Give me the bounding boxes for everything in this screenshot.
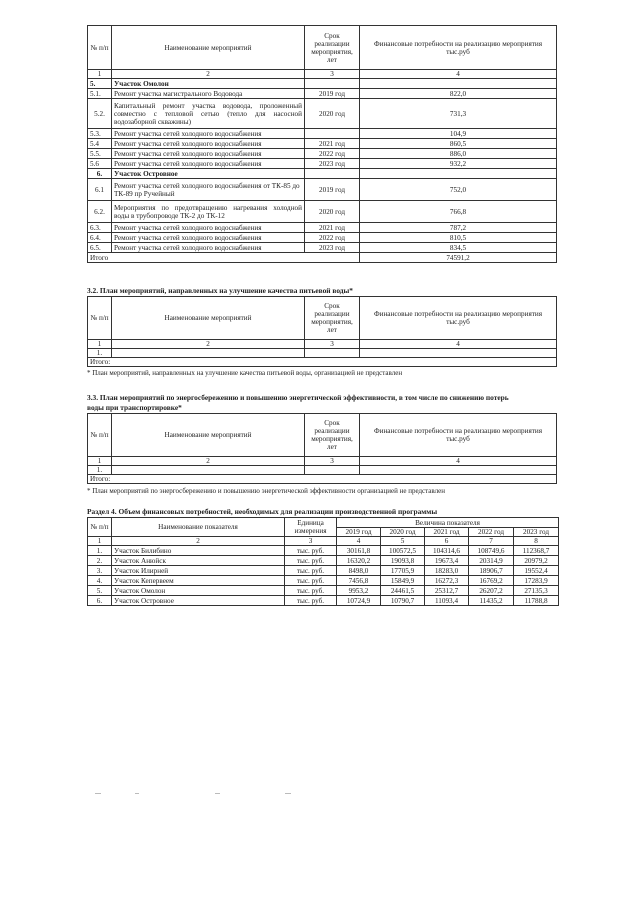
row-term — [305, 129, 360, 139]
financial-needs-table — [87, 517, 559, 606]
row-term: 2023 год — [305, 159, 360, 169]
header-financial-needs: Финансовые потребности на реализацию мероприятия тыс.руб — [360, 297, 557, 340]
total-value: 74591,2 — [360, 253, 557, 263]
column-number: 1 — [88, 340, 112, 349]
row-value: 16272,3 — [425, 576, 469, 586]
column-number: 8 — [514, 537, 559, 546]
row-number: 2. — [88, 556, 112, 566]
header-financial-needs: Финансовые потребности на реализацию мероприятия тыс.руб — [360, 26, 557, 70]
row-value: 25312,7 — [425, 586, 469, 596]
column-number: 2 — [112, 340, 305, 349]
site-heading: Участок Островное — [112, 169, 305, 179]
header-year: 2021 год — [425, 528, 469, 537]
section-3-3-title: 3.3. План мероприятий по энергосбережению и повышению энергетической эффективности, в том числе по снижению потерь — [87, 393, 509, 402]
scan-artifact — [95, 793, 295, 797]
row-number: 1. — [88, 466, 112, 475]
header-number: № п/п — [88, 518, 112, 537]
section-3-3-title-line2: воды при транспортировке* — [87, 403, 182, 412]
row-financial-value — [360, 79, 557, 89]
row-term: 2022 год — [305, 149, 360, 159]
row-unit: тыс. руб. — [285, 576, 337, 586]
column-number: 3 — [285, 537, 337, 546]
row-value: 17283,9 — [514, 576, 559, 586]
row-number: 5. — [88, 586, 112, 596]
energy-saving-measures-table — [87, 413, 557, 484]
row-value: 19673,4 — [425, 556, 469, 566]
table-row — [88, 159, 557, 169]
row-term: 2021 год — [305, 139, 360, 149]
row-financial-value: 731,3 — [360, 99, 557, 129]
table-row — [88, 149, 557, 159]
row-financial-value — [360, 169, 557, 179]
row-unit: тыс. руб. — [285, 556, 337, 566]
column-number: 2 — [112, 537, 285, 546]
row-value: 17705,9 — [381, 566, 425, 576]
column-number: 7 — [469, 537, 514, 546]
row-measure-name: Ремонт участка сетей холодного водоснабжения — [112, 139, 305, 149]
table-row — [88, 89, 557, 99]
row-measure-name: Ремонт участка сетей холодного водоснабжения — [112, 149, 305, 159]
table-row — [88, 169, 557, 179]
row-value: 20979,2 — [514, 556, 559, 566]
row-value: 24461,5 — [381, 586, 425, 596]
table-row — [88, 349, 557, 358]
column-number: 1 — [88, 457, 112, 466]
row-term — [305, 79, 360, 89]
row-indicator-name: Участок Кепервеем — [112, 576, 285, 586]
row-financial-value: 104,9 — [360, 129, 557, 139]
column-number: 3 — [305, 457, 360, 466]
row-measure-name: Ремонт участка сетей холодного водоснабжения — [112, 159, 305, 169]
row-value: 7456,8 — [337, 576, 381, 586]
table-row — [88, 201, 557, 223]
table-total-row — [88, 475, 557, 484]
row-measure-name: Ремонт участка сетей холодного водоснабжения от ТК-85 до ТК-89 пр Ручейный — [112, 179, 305, 201]
row-value: 10790,7 — [381, 596, 425, 606]
row-financial-value: 766,8 — [360, 201, 557, 223]
row-number: 5.4 — [88, 139, 112, 149]
section-4-title: Раздел 4. Объем финансовых потребностей, необходимых для реализации производственной программы — [87, 507, 438, 516]
row-number: 3. — [88, 566, 112, 576]
row-measure-name: Ремонт участка сетей холодного водоснабжения — [112, 223, 305, 233]
row-financial-value: 932,2 — [360, 159, 557, 169]
row-value: 11788,8 — [514, 596, 559, 606]
table-row — [88, 99, 557, 129]
row-value: 108749,6 — [469, 546, 514, 556]
empty-cell — [360, 349, 557, 358]
table-row — [88, 129, 557, 139]
water-quality-measures-table — [87, 296, 557, 367]
header-measure-name: Наименование мероприятий — [112, 297, 305, 340]
row-value: 10724,9 — [337, 596, 381, 606]
row-value: 9953,2 — [337, 586, 381, 596]
row-term — [305, 169, 360, 179]
row-term: 2023 год — [305, 243, 360, 253]
header-term: Срок реализации мероприятия, лет — [305, 26, 360, 70]
header-financial-needs: Финансовые потребности на реализацию мероприятия тыс.руб — [360, 414, 557, 457]
table-total-row — [88, 253, 557, 263]
row-term: 2019 год — [305, 89, 360, 99]
table-header-row — [88, 518, 559, 528]
column-number-row — [88, 70, 557, 79]
row-unit: тыс. руб. — [285, 546, 337, 556]
row-indicator-name: Участок Билибино — [112, 546, 285, 556]
row-number: 6. — [88, 169, 112, 179]
column-number: 4 — [360, 70, 557, 79]
row-financial-value: 886,0 — [360, 149, 557, 159]
site-heading: Участок Омолон — [112, 79, 305, 89]
row-term: 2020 год — [305, 201, 360, 223]
row-measure-name: Ремонт участка сетей холодного водоснабжения — [112, 233, 305, 243]
row-number: 6.5. — [88, 243, 112, 253]
row-value: 30161,8 — [337, 546, 381, 556]
header-indicator-value: Величина показателя — [337, 518, 559, 528]
row-value: 26207,2 — [469, 586, 514, 596]
column-number: 2 — [112, 457, 305, 466]
header-year: 2020 год — [381, 528, 425, 537]
table-header-row — [88, 414, 557, 457]
row-term: 2019 год — [305, 179, 360, 201]
column-number: 5 — [381, 537, 425, 546]
row-financial-value: 810,5 — [360, 233, 557, 243]
column-number: 1 — [88, 537, 112, 546]
header-measure-name: Наименование мероприятий — [112, 414, 305, 457]
row-number: 5.1. — [88, 89, 112, 99]
row-value: 8498,0 — [337, 566, 381, 576]
row-value: 19552,4 — [514, 566, 559, 576]
row-indicator-name: Участок Омолон — [112, 586, 285, 596]
empty-cell — [112, 349, 305, 358]
row-indicator-name: Участок Островное — [112, 596, 285, 606]
column-number-row — [88, 457, 557, 466]
row-value: 11093,4 — [425, 596, 469, 606]
column-number: 3 — [305, 70, 360, 79]
row-value: 27135,3 — [514, 586, 559, 596]
column-number: 3 — [305, 340, 360, 349]
row-number: 5.5. — [88, 149, 112, 159]
row-financial-value: 787,2 — [360, 223, 557, 233]
column-number-row — [88, 340, 557, 349]
header-measure-name: Наименование мероприятий — [112, 26, 305, 70]
row-financial-value: 834,5 — [360, 243, 557, 253]
row-number: 5. — [88, 79, 112, 89]
row-term: 2021 год — [305, 223, 360, 233]
row-number: 6.3. — [88, 223, 112, 233]
table-row — [88, 556, 559, 566]
section-3-3-note: * План мероприятий по энергосбережению и повышению энергетической эффективности организацией не представлен — [87, 487, 445, 495]
row-number: 6.1 — [88, 179, 112, 201]
total-label: Итого: — [88, 475, 557, 484]
section-3-2-title: 3.2. План мероприятий, направленных на улучшение качества питьевой воды* — [87, 286, 354, 295]
row-number: 6.2. — [88, 201, 112, 223]
row-value: 16320,2 — [337, 556, 381, 566]
row-value: 20314,9 — [469, 556, 514, 566]
row-measure-name: Ремонт участка сетей холодного водоснабжения — [112, 243, 305, 253]
row-indicator-name: Участок Илирней — [112, 566, 285, 576]
row-number: 5.2. — [88, 99, 112, 129]
section-3-2-note: * План мероприятий, направленных на улучшение качества питьевой воды, организацией не представлен — [87, 369, 403, 377]
row-term: 2020 год — [305, 99, 360, 129]
row-number: 4. — [88, 576, 112, 586]
column-number: 4 — [337, 537, 381, 546]
row-value: 104314,6 — [425, 546, 469, 556]
column-number: 4 — [360, 340, 557, 349]
table-row — [88, 576, 559, 586]
table-row — [88, 586, 559, 596]
row-financial-value: 822,0 — [360, 89, 557, 99]
row-number: 6.4. — [88, 233, 112, 243]
row-value: 16769,2 — [469, 576, 514, 586]
table-row — [88, 466, 557, 475]
row-measure-name: Ремонт участка магистрального Водовода — [112, 89, 305, 99]
row-value: 18283,0 — [425, 566, 469, 576]
row-unit: тыс. руб. — [285, 596, 337, 606]
row-value: 11435,2 — [469, 596, 514, 606]
measures-table — [87, 25, 557, 263]
row-value: 112368,7 — [514, 546, 559, 556]
column-number: 2 — [112, 70, 305, 79]
row-value: 100572,5 — [381, 546, 425, 556]
table-row — [88, 139, 557, 149]
table-row — [88, 243, 557, 253]
table-row — [88, 596, 559, 606]
row-unit: тыс. руб. — [285, 586, 337, 596]
row-measure-name: Мероприятия по предотвращению нагревания холодной воды в трубопроводе ТК-2 до ТК-12 — [112, 201, 305, 223]
row-number: 1. — [88, 349, 112, 358]
header-term: Срок реализации мероприятия, лет — [305, 414, 360, 457]
row-indicator-name: Участок Анюйск — [112, 556, 285, 566]
column-number-row — [88, 537, 559, 546]
row-number: 6. — [88, 596, 112, 606]
table-total-row — [88, 358, 557, 367]
header-indicator-name: Наименование показателя — [112, 518, 285, 537]
row-number: 5.3. — [88, 129, 112, 139]
total-label: Итого — [88, 253, 360, 263]
header-number: № п/п — [88, 414, 112, 457]
row-value: 19093,8 — [381, 556, 425, 566]
header-number: № п/п — [88, 297, 112, 340]
row-unit: тыс. руб. — [285, 566, 337, 576]
table-row — [88, 233, 557, 243]
empty-cell — [112, 466, 305, 475]
header-unit: Единица измерения — [285, 518, 337, 537]
total-label: Итого: — [88, 358, 557, 367]
table-row — [88, 79, 557, 89]
table-row — [88, 179, 557, 201]
row-term: 2022 год — [305, 233, 360, 243]
header-year: 2019 год — [337, 528, 381, 537]
row-number: 5.6 — [88, 159, 112, 169]
table-row — [88, 566, 559, 576]
column-number: 6 — [425, 537, 469, 546]
row-value: 18906,7 — [469, 566, 514, 576]
row-financial-value: 752,0 — [360, 179, 557, 201]
row-number: 1. — [88, 546, 112, 556]
table-header-row — [88, 297, 557, 340]
empty-cell — [360, 466, 557, 475]
empty-cell — [305, 466, 360, 475]
row-measure-name: Капитальный ремонт участка водовода, проложенный совместно с тепловой сетью (тепло для насосной водозаборной скважины) — [112, 99, 305, 129]
table-row — [88, 223, 557, 233]
header-term: Срок реализации мероприятия, лет — [305, 297, 360, 340]
row-value: 15849,9 — [381, 576, 425, 586]
column-number: 4 — [360, 457, 557, 466]
table-header-row — [88, 26, 557, 70]
header-number: № п/п — [88, 26, 112, 70]
table-row — [88, 546, 559, 556]
header-year: 2022 год — [469, 528, 514, 537]
empty-cell — [305, 349, 360, 358]
column-number: 1 — [88, 70, 112, 79]
row-financial-value: 860,5 — [360, 139, 557, 149]
header-year: 2023 год — [514, 528, 559, 537]
row-measure-name: Ремонт участка сетей холодного водоснабжения — [112, 129, 305, 139]
